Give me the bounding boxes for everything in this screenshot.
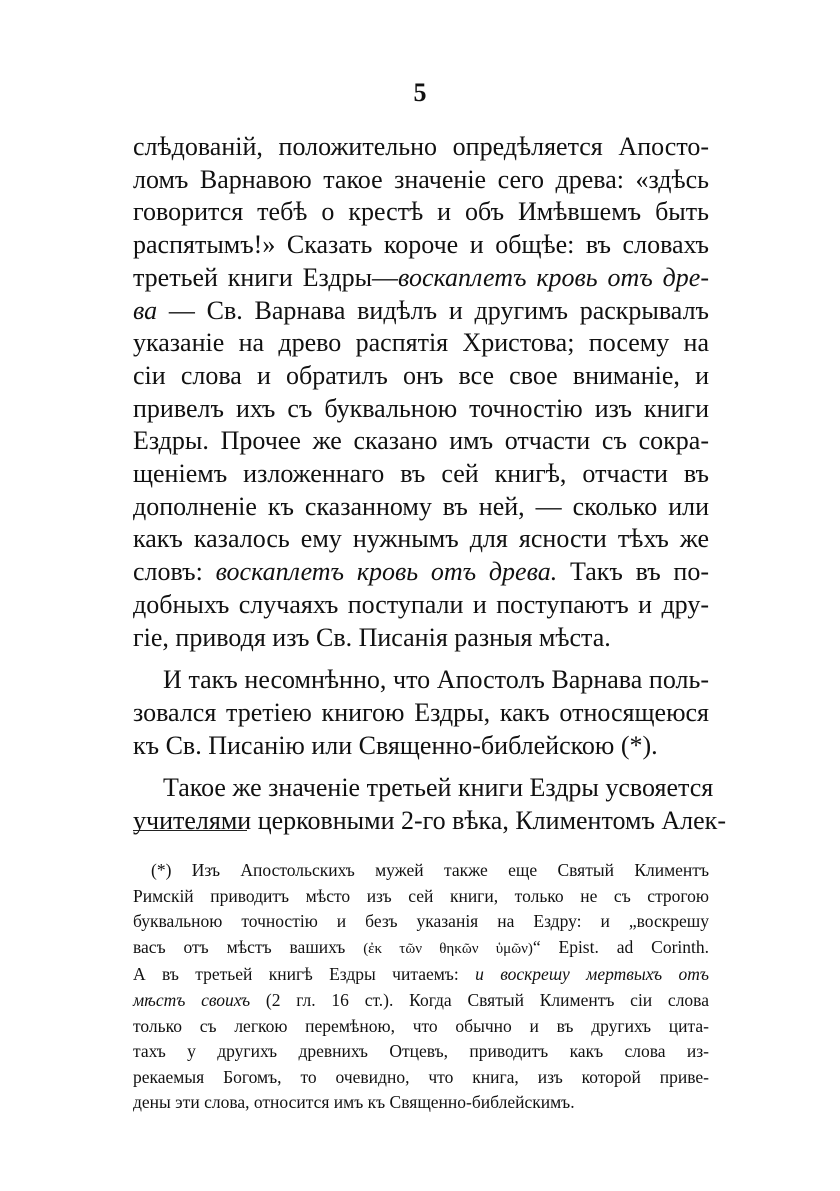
- text-run: гіе, приводя изъ Св. Писанія разныя мѣста.: [133, 622, 611, 652]
- italic-quote: ва: [133, 295, 158, 325]
- text-run: васъ отъ мѣстъ вашихъ: [133, 936, 364, 957]
- page-number: 5: [413, 78, 427, 107]
- text-run: А въ третьей книгѣ Ездры читаемъ:: [133, 964, 476, 985]
- text-line: [133, 393, 709, 426]
- main-text: [133, 131, 726, 838]
- text-run: сіи слова и обратилъ онъ все свое вниманіе, и: [133, 360, 709, 390]
- text-run: словъ:: [133, 557, 216, 587]
- text-line: [133, 229, 709, 262]
- text-run: привелъ ихъ съ буквальною точностію изъ книги: [133, 393, 709, 423]
- text-line: [133, 622, 709, 655]
- text-line: [133, 523, 709, 556]
- footnote-line: [133, 858, 709, 884]
- text-run: ломъ Варнавою такое значеніе сего древа: «здѣсь: [133, 164, 709, 194]
- text-run: тахъ у другихъ древнихъ Отцевъ, приводитъ какъ слова из-: [133, 1041, 709, 1062]
- text-run: дены эти слова, относится имъ къ Священно-библейскимъ.: [133, 1092, 575, 1113]
- italic-quote: воскаплетъ кровь отъ дре-: [398, 262, 709, 292]
- text-run: къ Св. Писанію или Священно-библейскою (*).: [133, 730, 658, 760]
- text-line: [133, 697, 709, 730]
- text-run: говорится тебѣ о крестѣ и объ Имѣвшемъ быть: [133, 197, 709, 227]
- footnote-line: [133, 1090, 709, 1116]
- text-line: [133, 262, 709, 295]
- text-run: слѣдованій, положительно опредѣляется Апосто-: [133, 132, 709, 161]
- text-line: [133, 164, 709, 197]
- footnote: [133, 858, 709, 1116]
- text-run: (ἐκ τῶν θηκῶν ὑμῶν): [363, 940, 533, 957]
- text-line: [133, 664, 709, 697]
- text-run: — Св. Варнава видѣлъ и другимъ раскрывалъ: [157, 295, 709, 325]
- text-line: [133, 772, 714, 805]
- footnote-line: [133, 1039, 709, 1065]
- italic-quote: и воскрешу мертвыхъ отъ: [475, 964, 709, 985]
- text-run: зовался третіею книгою Ездры, какъ относящеюся: [133, 697, 709, 727]
- text-line: [133, 131, 709, 164]
- footnote-divider: [133, 830, 247, 831]
- text-run: Такъ въ по-: [557, 557, 710, 587]
- text-run: И такъ несомнѣнно, что Апостолъ Варнава поль-: [163, 665, 709, 695]
- italic-quote: воскаплетъ кровь отъ древа.: [215, 557, 558, 587]
- text-run: только съ легкою перемѣною, что обычно и въ другихъ цита-: [133, 1015, 709, 1036]
- text-run: (2 гл. 16 ст.). Когда Святый Климентъ сіи слова: [250, 989, 709, 1010]
- text-line: [133, 295, 709, 328]
- text-run: буквальною точностію и безъ указанія на Ездру: и „воскрешу: [133, 911, 709, 932]
- footnote-line: [133, 935, 709, 963]
- text-run: указаніе на древо распятія Христова; посему на: [133, 328, 709, 358]
- text-run: рекаемыя Богомъ, то очевидно, что книга, изъ которой приве-: [133, 1066, 709, 1087]
- footnote-line: [133, 1014, 709, 1040]
- text-run: “ Epist. ad Corinth.: [532, 936, 709, 957]
- text-run: (*) Изъ Апостольскихъ мужей также еще Святый Климентъ: [151, 860, 709, 880]
- text-line: [133, 491, 709, 524]
- footnote-line: [133, 1065, 709, 1091]
- text-line: [133, 589, 709, 622]
- footnote-line: [133, 884, 709, 910]
- text-run: распятымъ!» Сказать короче и общѣе: въ словахъ: [133, 230, 709, 260]
- text-line: [133, 556, 709, 589]
- text-run: Римскій приводитъ мѣсто изъ сей книги, только не съ строгою: [133, 885, 709, 906]
- footnote-line: [133, 988, 709, 1014]
- footnote-line: [133, 909, 709, 935]
- text-run: учителями церковными 2-го вѣка, Климентомъ Алек-: [133, 806, 726, 836]
- text-run: какъ казалось ему нужнымъ для ясности тѣхъ же: [133, 524, 709, 554]
- text-line: [133, 730, 709, 763]
- text-run: Такое же значеніе третьей книги Ездры усвояется: [163, 773, 714, 803]
- footnote-line: [133, 962, 709, 988]
- italic-quote: мѣстъ своихъ: [133, 989, 251, 1010]
- text-run: щеніемъ изложеннаго въ сей книгѣ, отчасти въ: [133, 459, 709, 489]
- text-run: добныхъ случаяхъ поступали и поступаютъ и дру-: [133, 589, 709, 619]
- text-line: [133, 360, 709, 393]
- text-run: дополненіе къ сказанному въ ней, — сколько или: [133, 491, 709, 521]
- text-run: третьей книги Ездры—: [133, 262, 399, 292]
- text-line: [133, 425, 709, 458]
- text-line: [133, 327, 709, 360]
- text-line: [133, 196, 709, 229]
- text-run: Ездры. Прочее же сказано имъ отчасти съ сокра-: [133, 426, 709, 456]
- text-line: [133, 458, 709, 491]
- text-line: [133, 805, 726, 838]
